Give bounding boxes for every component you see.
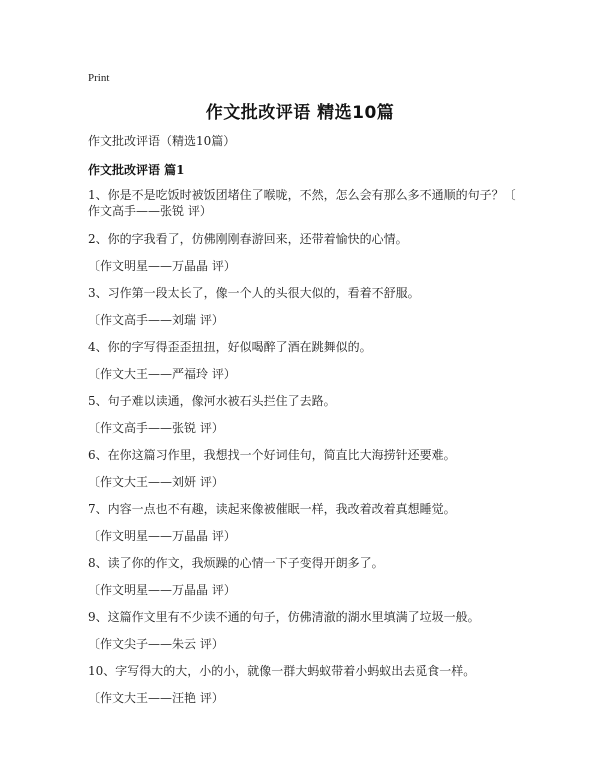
list-item	[88, 339, 528, 382]
list-item	[88, 555, 528, 598]
item-author: 〔作文大王——汪艳 评）	[88, 691, 224, 705]
list-item	[88, 663, 528, 706]
item-text: 10、字写得大的大，小的小，就像一群大蚂蚁带着小蚂蚁出去觅食一样。	[88, 664, 476, 678]
item-text: 9、这篇作文里有不少读不通的句子，仿佛清澈的湖水里填满了垃圾一般。	[88, 610, 480, 624]
item-author: 〔作文明星——万晶晶 评）	[88, 259, 236, 273]
item-text: 5、句子难以读通，像河水被石头拦住了去路。	[88, 394, 336, 408]
list-item	[88, 231, 528, 274]
list-item	[88, 285, 528, 328]
list-item	[88, 501, 528, 544]
item-text: 7、内容一点也不有趣，读起来像被催眠一样，我改着改着真想睡觉。	[88, 502, 456, 516]
item-text: 6、在你这篇习作里，我想找一个好词佳句，简直比大海捞针还要难。	[88, 448, 456, 462]
item-text: 3、习作第一段太长了，像一个人的头很大似的，看着不舒服。	[88, 286, 420, 300]
comment-list	[88, 187, 528, 706]
item-text: 2、你的字我看了，仿佛刚刚春游回来，还带着愉快的心情。	[88, 232, 408, 246]
list-item	[88, 447, 528, 490]
list-item	[88, 609, 528, 652]
print-label[interactable]: Print	[88, 72, 110, 84]
item-author: 〔作文明星——万晶晶 评）	[88, 529, 236, 543]
document-subtitle: 作文批改评语（精选10篇）	[88, 134, 236, 148]
list-item	[88, 187, 528, 219]
item-author: 〔作文大王——刘妍 评）	[88, 475, 224, 489]
section-heading: 作文批改评语 篇1	[88, 163, 185, 177]
item-author: 〔作文高手——张锐 评）	[88, 421, 224, 435]
item-author: 〔作文明星——万晶晶 评）	[88, 583, 236, 597]
item-author: 作文高手——张锐 评）	[88, 204, 212, 218]
item-author: 〔作文尖子——朱云 评）	[88, 637, 224, 651]
item-text: 1、你是不是吃饭时被饭团堵住了喉咙，不然，怎么会有那么多不通顺的句子？〔	[88, 188, 516, 202]
list-item	[88, 393, 528, 436]
item-author: 〔作文高手——刘瑞 评）	[88, 313, 224, 327]
item-text: 4、你的字写得歪歪扭扭，好似喝醉了酒在跳舞似的。	[88, 340, 372, 354]
document-title: 作文批改评语 精选10篇	[205, 103, 395, 123]
item-text: 8、读了你的作文，我烦躁的心情一下子变得开朗多了。	[88, 556, 384, 570]
item-author: 〔作文大王——严福玲 评）	[88, 367, 236, 381]
